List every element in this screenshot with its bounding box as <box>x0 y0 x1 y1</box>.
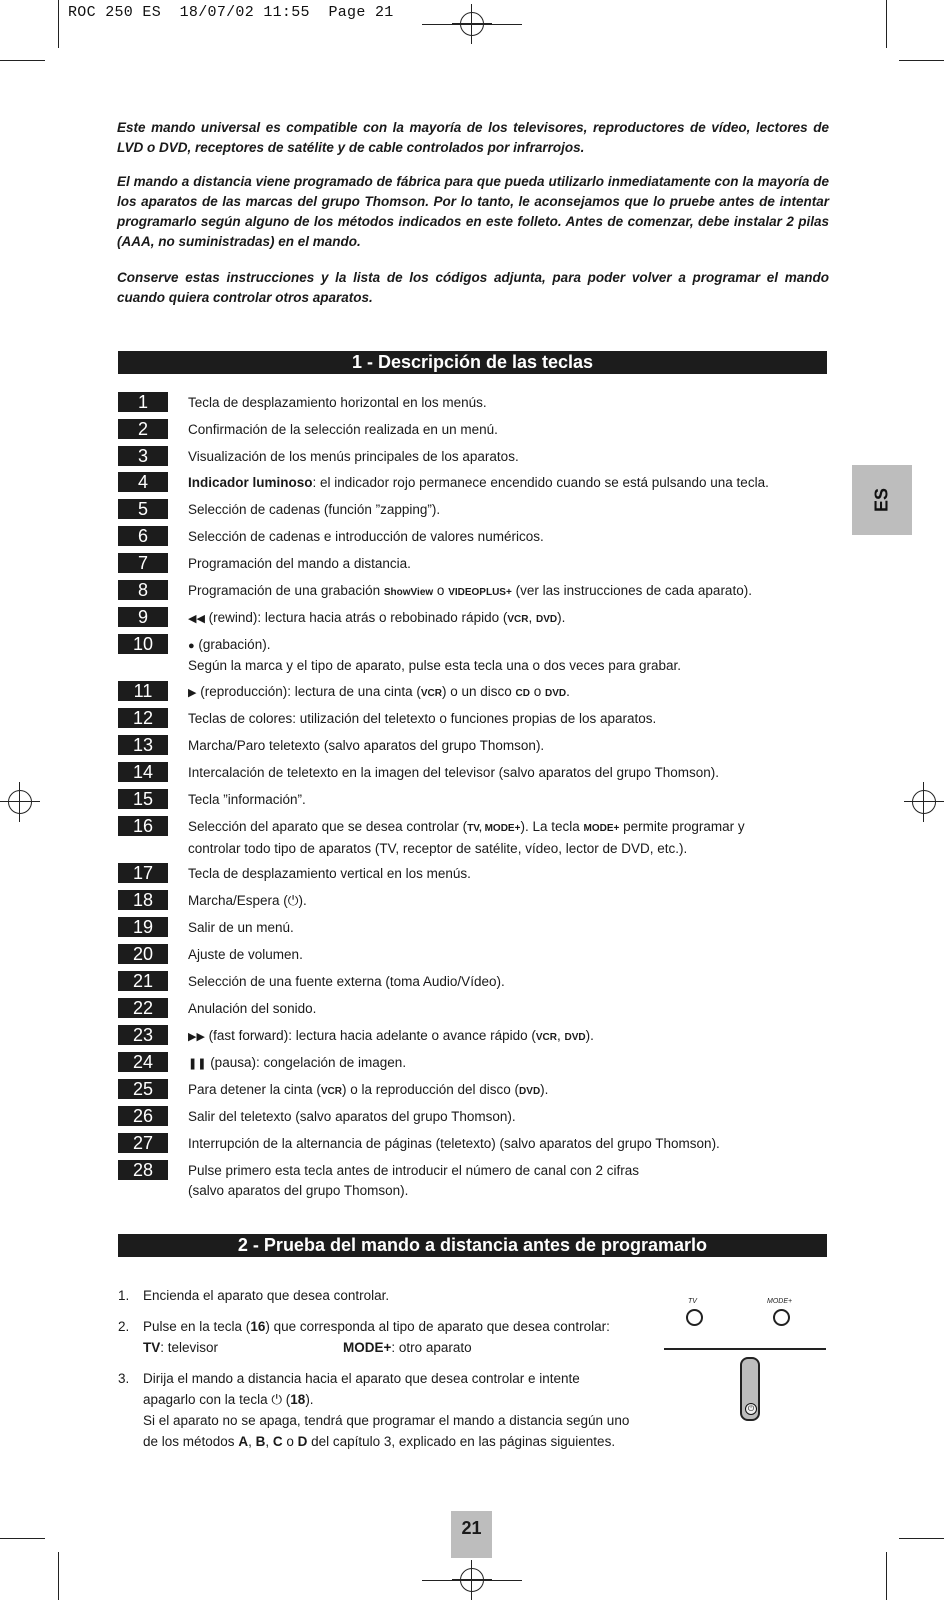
crop-mark <box>899 1538 944 1539</box>
power-icon: ⏻ <box>745 1403 757 1415</box>
section-title: 2 - Prueba del mando a distancia antes de programarlo <box>118 1234 827 1257</box>
key-description: Tecla ”información”. <box>188 792 306 807</box>
crop-mark <box>886 1552 887 1600</box>
key-number: 18 <box>118 890 168 910</box>
step-text <box>143 1368 673 1452</box>
key-number: 17 <box>118 863 168 883</box>
key-description: Selección de cadenas (función ”zapping”). <box>188 502 441 517</box>
key-ref: 16 <box>250 1319 266 1334</box>
vcr-label: VCR <box>420 688 442 699</box>
key-text: o <box>433 583 449 598</box>
mode-option-text: : otro aparato <box>391 1340 472 1355</box>
key-number: 24 <box>118 1052 168 1072</box>
crop-mark <box>58 0 59 48</box>
key-number: 9 <box>118 607 168 627</box>
step-text: Encienda el aparato que desea controlar. <box>143 1288 390 1303</box>
step-text-part: Si el aparato no se apaga, tendrá que programar el mando a distancia según uno <box>143 1413 630 1428</box>
key-ref: 18 <box>290 1392 306 1407</box>
key-text: ). <box>557 610 566 625</box>
step-number: 3. <box>118 1371 130 1386</box>
key-description: Programación del mando a distancia. <box>188 556 411 571</box>
key-description: Visualización de los menús principales de los aparatos. <box>188 449 519 464</box>
key-description <box>188 1161 838 1201</box>
key-description: Salir de un menú. <box>188 920 294 935</box>
key-description <box>188 1080 838 1102</box>
mode-option-label: MODE+ <box>343 1340 392 1355</box>
key-number: 19 <box>118 917 168 937</box>
key-text: ). La tecla <box>520 819 584 834</box>
vcr-label: VCR <box>320 1086 342 1097</box>
power-icon: ⏻ <box>271 1392 283 1407</box>
key-description: Anulación del sonido. <box>188 1001 317 1016</box>
step-number: 1. <box>118 1288 130 1303</box>
tv-option-text: : televisor <box>160 1340 219 1355</box>
crop-mark <box>899 60 944 61</box>
key-text: (ver las instrucciones de cada aparato). <box>511 583 752 598</box>
key-number: 14 <box>118 762 168 782</box>
key-text: (pausa): congelación de imagen. <box>206 1055 407 1070</box>
key-number: 11 <box>118 681 168 701</box>
key-text: permite programar y <box>619 819 745 834</box>
key-description <box>188 682 838 704</box>
mode-option <box>343 1337 643 1358</box>
key-text: (salvo aparatos del grupo Thomson). <box>188 1183 409 1198</box>
step-text <box>143 1316 673 1337</box>
key-description: Interrupción de la alternancia de páginas (teletexto) (salvo aparatos del grupo Thomson). <box>188 1136 720 1151</box>
remote-illustration <box>660 1292 830 1432</box>
key-description: Ajuste de volumen. <box>188 947 303 962</box>
pause-icon: ❚❚ <box>188 1058 207 1070</box>
videoplus-label: VIDEOPLUS+ <box>448 587 512 598</box>
showview-label: ShowView <box>383 587 434 598</box>
key-text: Selección del aparato que se desea controlar ( <box>188 819 468 834</box>
step-text-part: del capítulo 3, explicado en las páginas siguientes. <box>307 1434 616 1449</box>
key-number: 1 <box>118 392 168 412</box>
vcr-label: VCR <box>507 614 529 625</box>
step-text-part: ). <box>305 1392 314 1407</box>
key-description: Teclas de colores: utilización del teletexto o funciones propias de los aparatos. <box>188 711 657 726</box>
step-text-part: apagarlo con la tecla <box>143 1392 272 1407</box>
intro-paragraph: Conserve estas instrucciones y la lista de los códigos adjunta, para poder volver a programar el mando cuando quiera controlar otros aparatos. <box>117 270 829 305</box>
step-text-part: ) que corresponda al tipo de aparato que desea controlar: <box>265 1319 610 1334</box>
key-text: (rewind): lectura hacia atrás o rebobinado rápido ( <box>204 610 508 625</box>
section-title: 1 - Descripción de las teclas <box>118 351 827 374</box>
key-text: , <box>556 1028 565 1043</box>
key-description: Selección de cadenas e introducción de valores numéricos. <box>188 529 544 544</box>
intro-paragraph: Este mando universal es compatible con la mayoría de los televisores, reproductores de vídeo, lectores de LVD o DVD, receptores de satélite y de cable controlados por infrarrojos. <box>117 120 829 155</box>
key-number: 16 <box>118 816 168 836</box>
key-number: 2 <box>118 419 168 439</box>
key-number: 27 <box>118 1133 168 1153</box>
page-number: 21 <box>451 1511 492 1558</box>
registration-mark-icon <box>0 782 40 822</box>
key-text: Según la marca y el tipo de aparato, pulse esta tecla una o dos veces para grabar. <box>188 658 682 673</box>
key-description <box>188 635 838 676</box>
tv-button-icon <box>686 1309 703 1326</box>
tv-option-label: TV <box>143 1340 161 1355</box>
key-number: 22 <box>118 998 168 1018</box>
play-icon: ▶ <box>188 687 197 699</box>
key-text: , <box>528 610 536 625</box>
registration-mark-icon <box>452 4 492 44</box>
step-text-part: Dirija el mando a distancia hacia el aparato que desea controlar e intente <box>143 1371 580 1386</box>
key-text: controlar todo tipo de aparatos (TV, receptor de satélite, vídeo, lector de DVD, etc.). <box>188 841 688 856</box>
key-number: 26 <box>118 1106 168 1126</box>
step-text-part: o <box>282 1434 298 1449</box>
key-text: ). <box>585 1028 594 1043</box>
key-text: ). <box>540 1082 549 1097</box>
language-tab-label: ES <box>871 487 892 513</box>
method-ref: B <box>255 1434 266 1449</box>
step-text-part: , <box>248 1434 256 1449</box>
key-description: Marcha/Paro teletexto (salvo aparatos del grupo Thomson). <box>188 738 545 753</box>
step-text-part: , <box>265 1434 273 1449</box>
crop-mark <box>58 1552 59 1600</box>
fast-forward-icon: ▶▶ <box>188 1031 205 1043</box>
vcr-label: VCR <box>535 1032 557 1043</box>
key-text: o <box>529 684 545 699</box>
key-description <box>188 608 838 630</box>
key-bold: Indicador luminoso <box>188 475 313 490</box>
key-text: Pulse primero esta tecla antes de introducir el número de canal con 2 cifras <box>188 1163 639 1178</box>
dvd-label: DVD <box>535 614 558 625</box>
key-number: 6 <box>118 526 168 546</box>
step-text-part: ( <box>282 1392 291 1407</box>
key-number: 7 <box>118 553 168 573</box>
dvd-label: DVD <box>544 688 567 699</box>
mode-label: MODE+ <box>583 823 620 834</box>
key-number: 8 <box>118 580 168 600</box>
key-number: 21 <box>118 971 168 991</box>
key-text: . <box>566 684 570 699</box>
method-ref: D <box>297 1434 308 1449</box>
key-number: 3 <box>118 446 168 466</box>
key-description: Selección de una fuente externa (toma Audio/Vídeo). <box>188 974 505 989</box>
key-number: 10 <box>118 634 168 654</box>
step-text-part: Pulse en la tecla ( <box>143 1319 251 1334</box>
dvd-label: DVD <box>564 1032 586 1043</box>
key-number: 15 <box>118 789 168 809</box>
mode-button-icon <box>773 1309 790 1326</box>
cd-label: CD <box>515 688 530 699</box>
power-icon: ⏻ <box>287 893 299 908</box>
key-description: Intercalación de teletexto en la imagen del televisor (salvo aparatos del grupo Thomson). <box>188 765 720 780</box>
key-text: ). <box>298 893 307 908</box>
language-tab <box>852 465 912 535</box>
key-text: Programación de una grabación <box>188 583 384 598</box>
key-number: 28 <box>118 1160 168 1180</box>
power-button-icon <box>740 1357 760 1421</box>
key-number: 25 <box>118 1079 168 1099</box>
key-text: : el indicador rojo permanece encendido cuando se está pulsando una tecla. <box>312 475 769 490</box>
step-number: 2. <box>118 1319 130 1334</box>
key-text: ) o un disco <box>441 684 516 699</box>
key-description: Tecla de desplazamiento horizontal en los menús. <box>188 395 487 410</box>
mode-button-label: MODE+ <box>767 1298 793 1305</box>
key-text: (fast forward): lectura hacia adelante o avance rápido ( <box>204 1028 536 1043</box>
print-header: ROC 250 ES 18/07/02 11:55 Page 21 <box>68 4 394 21</box>
crop-mark <box>0 1538 45 1539</box>
key-description <box>188 581 838 603</box>
key-number: 13 <box>118 735 168 755</box>
step-text-part: de los métodos <box>143 1434 239 1449</box>
key-number: 23 <box>118 1025 168 1045</box>
key-description <box>188 1053 838 1074</box>
key-description <box>188 817 838 859</box>
tv-button-label: TV <box>688 1298 697 1305</box>
tv-mode-label: TV, MODE+ <box>467 823 521 834</box>
divider <box>664 1348 826 1350</box>
key-description: Salir del teletexto (salvo aparatos del grupo Thomson). <box>188 1109 516 1124</box>
key-text: (grabación). <box>194 637 271 652</box>
method-ref: C <box>272 1434 283 1449</box>
rewind-icon: ◀◀ <box>188 613 205 625</box>
key-number: 4 <box>118 472 168 492</box>
key-number: 5 <box>118 499 168 519</box>
method-ref: A <box>238 1434 249 1449</box>
key-description: Confirmación de la selección realizada en un menú. <box>188 422 498 437</box>
key-description <box>188 891 838 911</box>
key-text: Para detener la cinta ( <box>188 1082 321 1097</box>
key-text: Marcha/Espera ( <box>188 893 288 908</box>
key-text: (reproducción): lectura de una cinta ( <box>196 684 421 699</box>
registration-mark-icon <box>904 782 944 822</box>
key-description: Tecla de desplazamiento vertical en los menús. <box>188 866 471 881</box>
key-text: ) o la reproducción del disco ( <box>341 1082 520 1097</box>
record-icon: ● <box>188 640 195 652</box>
crop-mark <box>0 60 45 61</box>
key-number: 12 <box>118 708 168 728</box>
dvd-label: DVD <box>519 1086 541 1097</box>
intro-paragraph: El mando a distancia viene programado de fábrica para que pueda utilizarlo inmediatamente con la mayoría de los aparatos de las marcas del grupo Thomson. Por lo tanto, le aconsejamos que lo pruebe antes de intentar programarlo según alguno de los métodos indicados en este folleto. Antes de comenzar, debe instalar 2 pilas (AAA, no suministradas) en el mando. <box>117 174 829 249</box>
key-description <box>188 473 838 493</box>
crop-mark <box>886 0 887 48</box>
key-number: 20 <box>118 944 168 964</box>
key-description <box>188 1026 838 1048</box>
crop-mark <box>422 1580 522 1581</box>
